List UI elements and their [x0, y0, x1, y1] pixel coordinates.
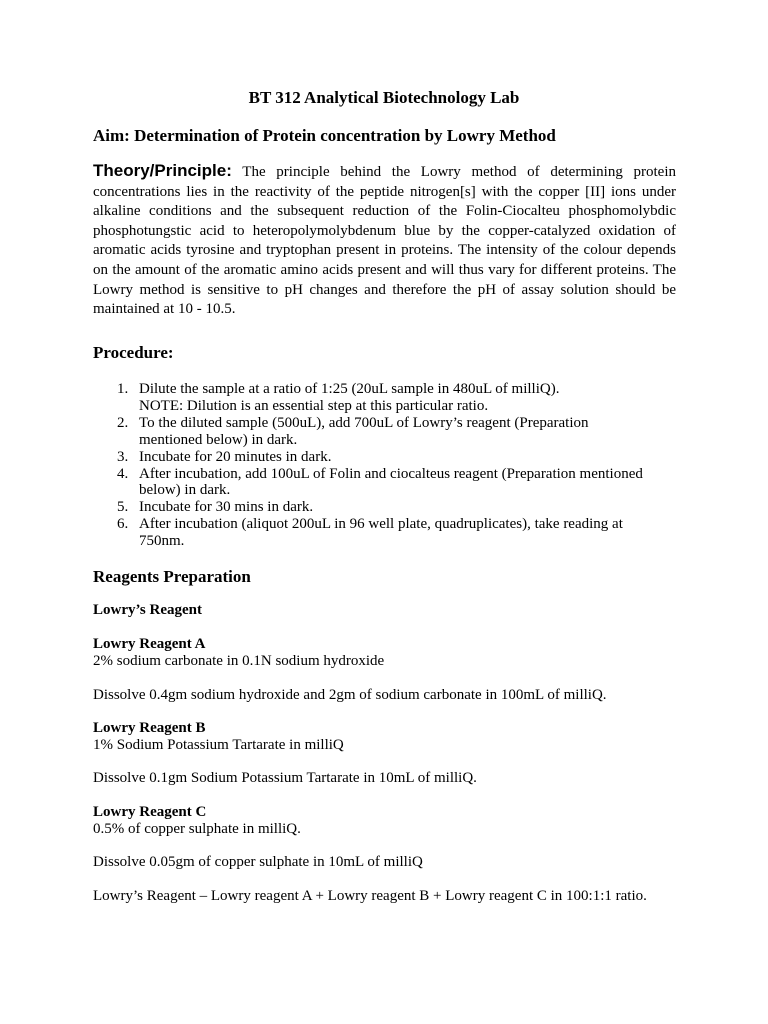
reagents-heading: Reagents Preparation: [93, 567, 251, 586]
procedure-step: [93, 415, 676, 449]
step-number: 4.: [117, 465, 129, 482]
procedure-step: [93, 449, 676, 466]
reagent-a-instruction: Dissolve 0.4gm sodium hydroxide and 2gm of sodium carbonate in 100mL of milliQ.: [93, 687, 607, 703]
procedure-heading: Procedure:: [93, 343, 174, 362]
reagent-c-heading: Lowry Reagent C: [93, 804, 207, 820]
procedure-step: [93, 381, 676, 415]
reagent-a-composition: 2% sodium carbonate in 0.1N sodium hydroxide: [93, 653, 385, 669]
step-number: 6.: [117, 516, 129, 533]
step-number: 3.: [117, 448, 129, 465]
theory-paragraph: [93, 161, 676, 320]
lowrys-reagent-heading: Lowry’s Reagent: [93, 602, 203, 618]
reagent-b-composition: 1% Sodium Potassium Tartarate in milliQ: [93, 737, 344, 753]
step-text: To the diluted sample (500uL), add 700uL of Lowry’s reagent (Preparation mentioned below) in dark.: [139, 414, 589, 448]
reagent-b-heading: Lowry Reagent B: [93, 720, 206, 736]
theory-heading: Theory/Principle:: [93, 161, 232, 180]
procedure-list: [93, 381, 676, 550]
theory-text: The principle behind the Lowry method of determining protein concentrations lies in the reactivity of the peptide nitrogen[s] with the copper [II] ions under alkaline conditions and the subsequent reduction of the Folin-Ciocalteu phosphomolybdic phosphotungstic acid to heteropolymolybdenum blue by the copper-catalyzed oxidation of aromatic acids tyrosine and tryptophan present in proteins. The intensity of the colour depends on the amount of the aromatic amino acids present and will thus vary for different proteins. The Lowry method is sensitive to pH changes and therefore the pH of assay solution should be maintained at 10 - 10.5.: [93, 164, 676, 318]
step-text: After incubation, add 100uL of Folin and ciocalteus reagent (Preparation mentioned below) in dark.: [139, 465, 643, 499]
step-text: Incubate for 30 mins in dark.: [139, 499, 314, 516]
step-number: 5.: [117, 499, 129, 516]
step-text: Incubate for 20 minutes in dark.: [139, 448, 332, 465]
reagent-c-instruction: Dissolve 0.05gm of copper sulphate in 10mL of milliQ: [93, 854, 423, 870]
step-number: 2.: [117, 414, 129, 431]
procedure-step: [93, 466, 676, 500]
final-mix-instruction: Lowry’s Reagent – Lowry reagent A + Lowry reagent B + Lowry reagent C in 100:1:1 ratio.: [93, 888, 647, 904]
step-text: After incubation (aliquot 200uL in 96 well plate, quadruplicates), take reading at 750nm.: [139, 516, 623, 550]
procedure-step: [93, 516, 676, 550]
reagent-a-heading: Lowry Reagent A: [93, 636, 206, 652]
step-text: Dilute the sample at a ratio of 1:25 (20uL sample in 480uL of milliQ). NOTE: Dilution is an essential step at this particular ratio.: [139, 381, 560, 414]
procedure-step: [93, 499, 676, 516]
aim-statement: Aim: Determination of Protein concentration by Lowry Method: [93, 126, 556, 145]
reagent-b-instruction: Dissolve 0.1gm Sodium Potassium Tartarate in 10mL of milliQ.: [93, 770, 477, 786]
document-title: BT 312 Analytical Biotechnology Lab: [248, 88, 520, 107]
step-number: 1.: [117, 381, 129, 397]
reagent-c-composition: 0.5% of copper sulphate in milliQ.: [93, 821, 301, 837]
